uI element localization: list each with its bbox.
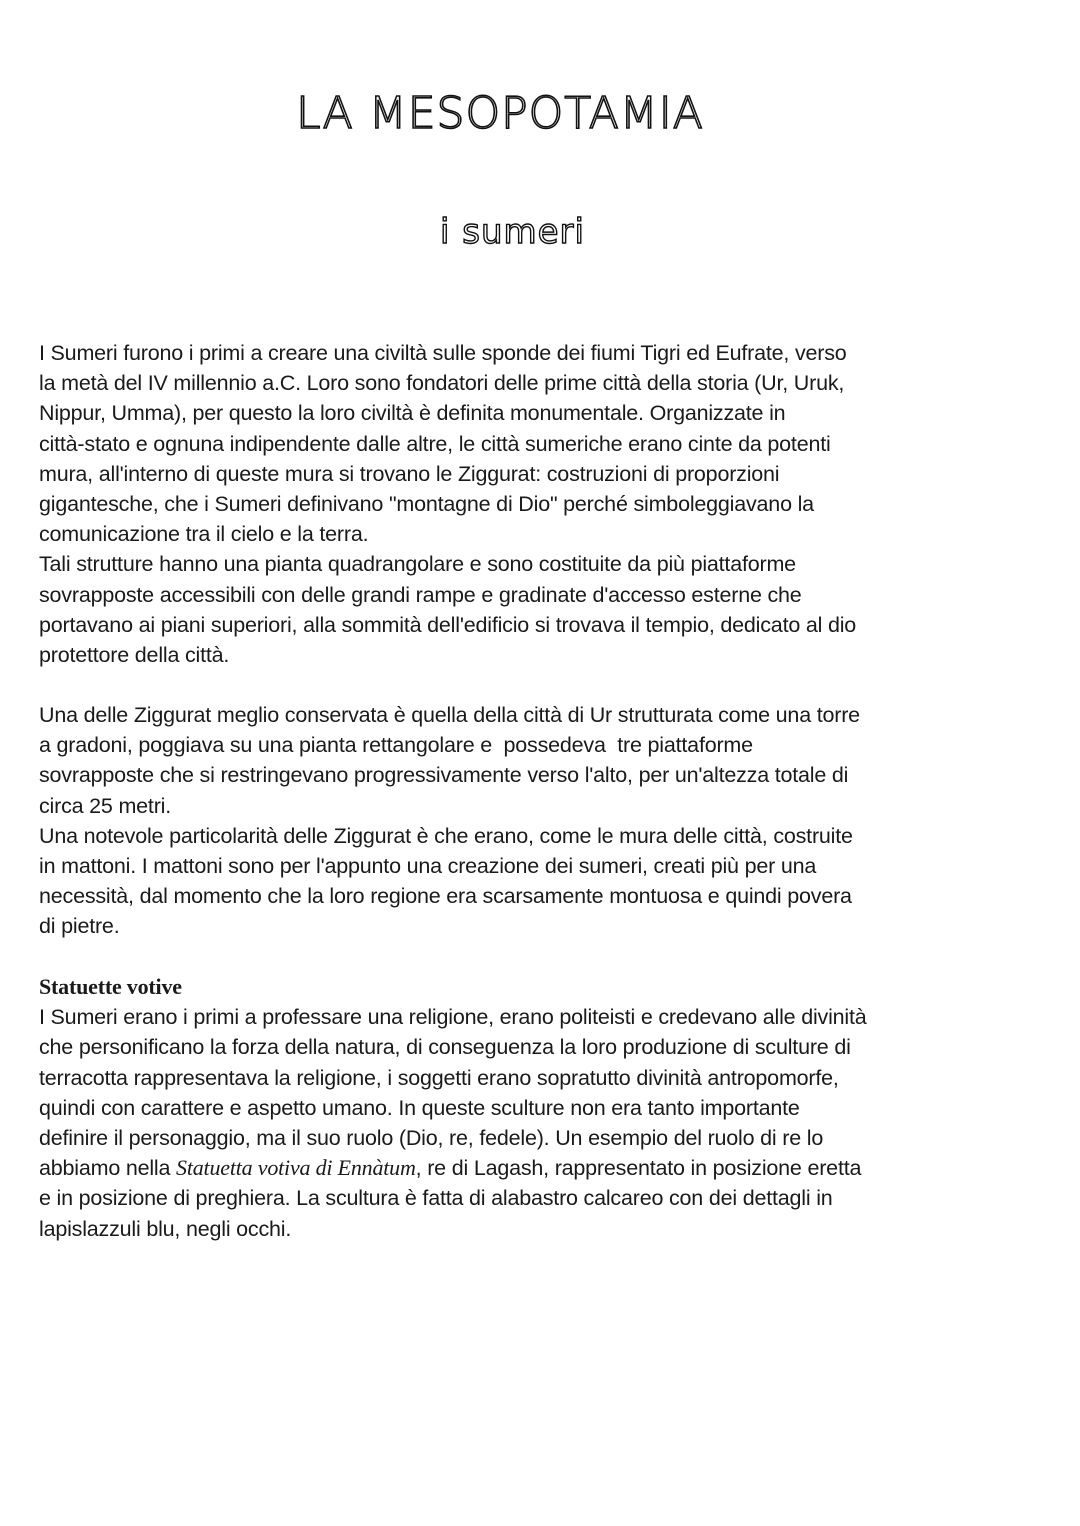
text-line: sovrapposte che si restringevano progressivamente verso l'alto, per un'altezza totale di <box>39 763 849 788</box>
text-line: di pietre. <box>39 914 120 939</box>
text-line: comunicazione tra il cielo e la terra. <box>39 522 369 547</box>
text-line: necessità, dal momento che la loro regione era scarsamente montuosa e quindi povera <box>39 884 852 909</box>
text-line: Tali strutture hanno una pianta quadrangolare e sono costituite da più piattaforme <box>39 552 796 577</box>
section-statuette-votive <box>39 972 1049 1244</box>
text-line: e in posizione di preghiera. La scultura è fatta di alabastro calcareo con dei dettagli in <box>39 1186 833 1211</box>
text-line: in mattoni. I mattoni sono per l'appunto una creazione dei sumeri, creati più per una <box>39 854 817 879</box>
page-title: LA MESOPOTAMIA <box>296 88 704 139</box>
text-line: la metà del IV millennio a.C. Loro sono fondatori delle prime città della storia (Ur, Uruk, <box>39 371 845 396</box>
text-segment: abbiamo nella <box>39 1156 177 1181</box>
text-line: città-stato e ognuna indipendente dalle altre, le città sumeriche erano cinte da potenti <box>39 431 831 456</box>
text-line: a gradoni, poggiava su una pianta rettangolare e possedeva tre piattaforme <box>39 733 753 758</box>
text-line: Nippur, Umma), per questo la loro civiltà è definita monumentale. Organizzate in <box>39 401 786 426</box>
page-subtitle: i sumeri <box>440 212 585 252</box>
text-line: terracotta rappresentava la religione, i soggetti erano sopratutto divinità antropomorfe, <box>39 1065 839 1090</box>
text-line: definire il personaggio, ma il suo ruolo (Dio, re, fedele). Un esempio del ruolo di re lo <box>39 1126 824 1151</box>
text-line: portavano ai piani superiori, alla sommità dell'edificio si trovava il tempio, dedicato al dio <box>39 612 857 637</box>
text-line: protettore della città. <box>39 643 230 668</box>
text-line: quindi con carattere e aspetto umano. In queste sculture non era tanto importante <box>39 1095 800 1120</box>
text-line: sovrapposte accessibili con delle grandi rampe e gradinate d'accesso esterne che <box>39 582 802 607</box>
text-line: I Sumeri furono i primi a creare una civiltà sulle sponde dei fiumi Tigri ed Eufrate, verso <box>39 341 847 365</box>
text-line: lapislazzuli blu, negli occhi. <box>39 1216 292 1241</box>
text-line: Una delle Ziggurat meglio conservata è quella della città di Ur strutturata come una torre <box>39 703 860 727</box>
text-line: gigantesche, che i Sumeri definivano "montagne di Dio" perché simboleggiavano la <box>39 492 814 517</box>
text-line: circa 25 metri. <box>39 793 172 818</box>
text-segment: , re di Lagash, rappresentato in posizione eretta <box>415 1156 862 1181</box>
artwork-title: Statuetta votiva di Ennàtum <box>176 1155 416 1181</box>
text-line <box>39 1153 1049 1183</box>
section-heading: Statuette votive <box>39 974 182 999</box>
text-line: che personificano la forza della natura, di conseguenza la loro produzione di sculture di <box>39 1035 851 1060</box>
paragraph-ziggurat-ur <box>39 700 1049 942</box>
text-line: mura, all'interno di queste mura si trovano le Ziggurat: costruzioni di proporzioni <box>39 461 780 486</box>
text-line: Una notevole particolarità delle Ziggurat è che erano, come le mura delle città, costruite <box>39 823 853 848</box>
paragraph-sumeri-intro <box>39 338 1049 670</box>
text-line: I Sumeri erano i primi a professare una religione, erano politeisti e credevano alle divinità <box>39 1005 867 1030</box>
